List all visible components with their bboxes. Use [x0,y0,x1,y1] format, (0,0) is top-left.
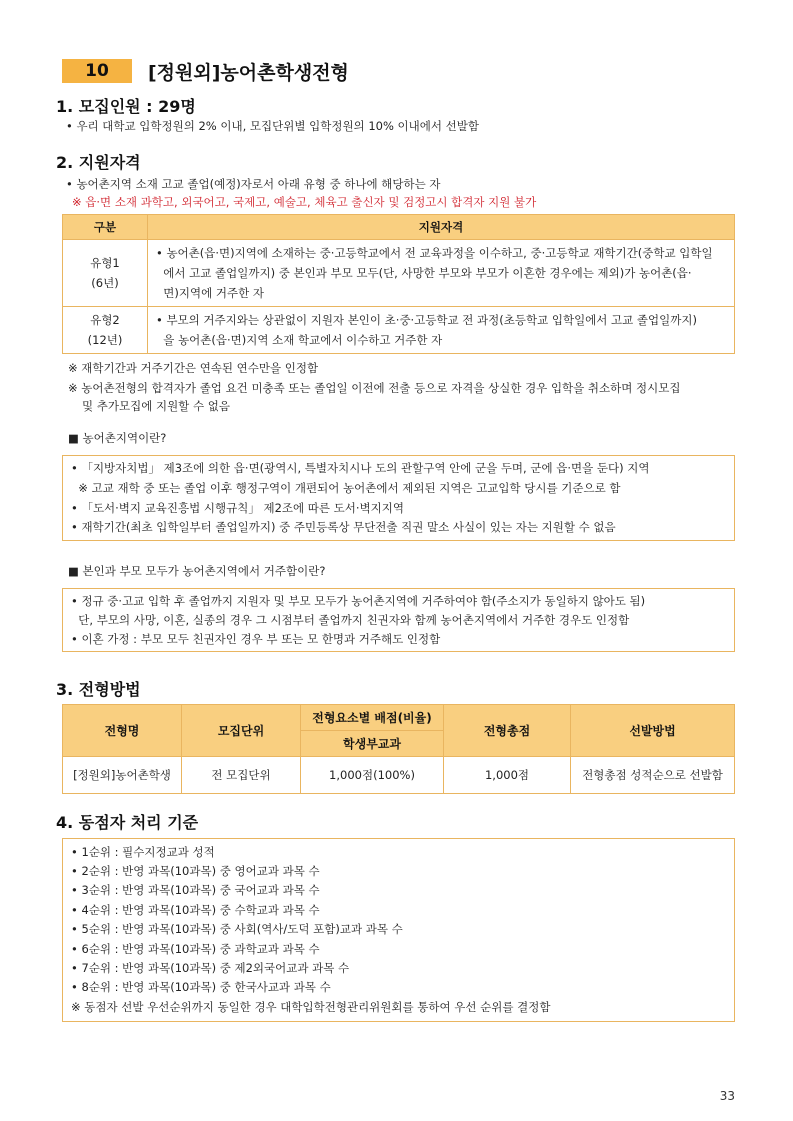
col-header-type: 구분 [63,215,148,240]
header-selection-name: 전형명 [63,705,182,757]
section-3-title: 3. 전형방법 [56,680,141,699]
section-header [62,58,349,84]
type-cell [63,307,148,354]
qualification-line: 을 농어촌(읍·면)지역 소재 학교에서 이수하고 거주한 자 [156,333,443,347]
table-row [63,307,735,354]
cell-selection-name: [정원외]농어촌학생 [63,757,182,794]
qualification-cell [148,240,735,307]
qualification-table [62,214,735,354]
eligibility-bullet: • 농어촌지역 소재 고교 졸업(예정)자로서 아래 유형 중 하나에 해당하는 자 [66,177,441,191]
rural-area-line: ※ 고교 재학 중 또는 졸업 이후 행정구역이 개편되어 농어촌에서 제외된 지역은 고교입학 당시를 기준으로 함 [71,481,621,495]
header-selection-method: 선발방법 [571,705,735,757]
cell-method: 전형총점 성적순으로 선발함 [571,757,735,794]
note-continuous-years: ※ 재학기간과 거주기간은 연속된 연수만을 인정함 [68,361,319,375]
section-4-title: 4. 동점자 처리 기준 [56,813,199,832]
tiebreak-line: • 1순위 : 필수지정교과 성적 [71,845,215,859]
selection-method-table [62,704,735,794]
section-number-badge: 10 [62,59,132,83]
page-title: [정원외]농어촌학생전형 [148,61,349,84]
qualification-line: 면)지역에 거주한 자 [156,286,264,300]
qualification-line: 에서 고교 졸업일까지) 중 본인과 부모 모두(단, 사망한 부모와 부모가 이혼한 경우에는 제외)가 농어촌(읍· [156,266,692,280]
residence-heading: ■ 본인과 부모 모두가 농어촌지역에서 거주함이란? [68,564,326,578]
cell-recruit-unit: 전 모집단위 [182,757,301,794]
recruit-bullet: • 우리 대학교 입학정원의 2% 이내, 모집단위별 입학정원의 10% 이내에서 선발함 [66,119,479,133]
header-total-score: 전형총점 [444,705,571,757]
tiebreak-box [62,838,735,1022]
tiebreak-line: • 2순위 : 반영 과목(10과목) 중 영어교과 과목 수 [71,864,320,878]
section-2-title: 2. 지원자격 [56,153,141,172]
qualification-line: • 농어촌(읍·면)지역에 소재하는 중·고등학교에서 전 교육과정을 이수하고, 중·고등학교 재학기간(중학교 입학일 [156,246,713,260]
residence-box [62,588,735,652]
rural-area-heading: ■ 농어촌지역이란? [68,431,167,445]
residence-line: 단, 부모의 사망, 이혼, 실종의 경우 그 시점부터 졸업까지 친권자와 함께 농어촌지역에서 거주한 경우도 인정함 [71,613,630,627]
type-duration: (6년) [91,276,119,290]
type-cell [63,240,148,307]
qualification-line: • 부모의 거주지와는 상관없이 지원자 본인이 초·중·고등학교 전 과정(초등학교 입학일에서 고교 졸업일까지) [156,313,697,327]
section-1-title: 1. 모집인원 : 29명 [56,97,196,116]
table-row [63,240,735,307]
tiebreak-line: • 8순위 : 반영 과목(10과목) 중 한국사교과 과목 수 [71,980,331,994]
rural-area-box [62,455,735,541]
header-recruit-unit: 모집단위 [182,705,301,757]
rural-area-line: • 「지방자치법」 제3조에 의한 읍·면(광역시, 특별자치시나 도의 관할구역 안에 군을 두며, 군에 읍·면을 둔다) 지역 [71,461,650,475]
eligibility-warning: ※ 읍·면 소재 과학고, 외국어고, 국제고, 예술고, 체육고 출신자 및 검정고시 합격자 지원 불가 [72,195,537,209]
tiebreak-line: • 6순위 : 반영 과목(10과목) 중 과학교과 과목 수 [71,942,320,956]
tiebreak-line: • 7순위 : 반영 과목(10과목) 중 제2외국어교과 과목 수 [71,961,350,975]
type-duration: (12년) [87,333,123,347]
table-row [63,757,735,794]
tiebreak-line: • 5순위 : 반영 과목(10과목) 중 사회(역사/도덕 포함)교과 과목 수 [71,922,403,936]
tiebreak-line: • 3순위 : 반영 과목(10과목) 중 국어교과 과목 수 [71,883,320,897]
type-label: 유형1 [90,256,120,270]
cell-score: 1,000점(100%) [301,757,444,794]
residence-line: • 이혼 가정 : 부모 모두 친권자인 경우 부 또는 모 한명과 거주해도 인정함 [71,632,441,646]
residence-line: • 정규 중·고교 입학 후 졸업까지 지원자 및 부모 모두가 농어촌지역에 거주하여야 함(주소지가 동일하지 않아도 됨) [71,594,646,608]
tiebreak-line: • 4순위 : 반영 과목(10과목) 중 수학교과 과목 수 [71,903,320,917]
qualification-cell [148,307,735,354]
note-cancellation: ※ 농어촌전형의 합격자가 졸업 요건 미충족 또는 졸업일 이전에 전출 등으로 자격을 상실한 경우 입학을 취소하며 정시모집 [68,381,681,395]
page-number: 33 [719,1089,735,1103]
col-header-qualification: 지원자격 [148,215,735,240]
rural-area-line: • 재학기간(최초 입학일부터 졸업일까지) 중 주민등록상 무단전출 직권 말소 사실이 있는 자는 지원할 수 없음 [71,520,616,534]
cell-total: 1,000점 [444,757,571,794]
header-student-record: 학생부교과 [301,731,444,757]
header-element-weight: 전형요소별 배점(비율) [301,705,444,731]
type-label: 유형2 [90,313,120,327]
tiebreak-line: ※ 동점자 선발 우선순위까지 동일한 경우 대학입학전형관리위원회를 통하여 우선 순위를 결정함 [71,1000,551,1014]
rural-area-line: • 「도서·벽지 교육진흥법 시행규칙」 제2조에 따른 도서·벽지지역 [71,501,404,515]
note-cancellation-cont: 및 추가모집에 지원할 수 없음 [82,399,230,413]
